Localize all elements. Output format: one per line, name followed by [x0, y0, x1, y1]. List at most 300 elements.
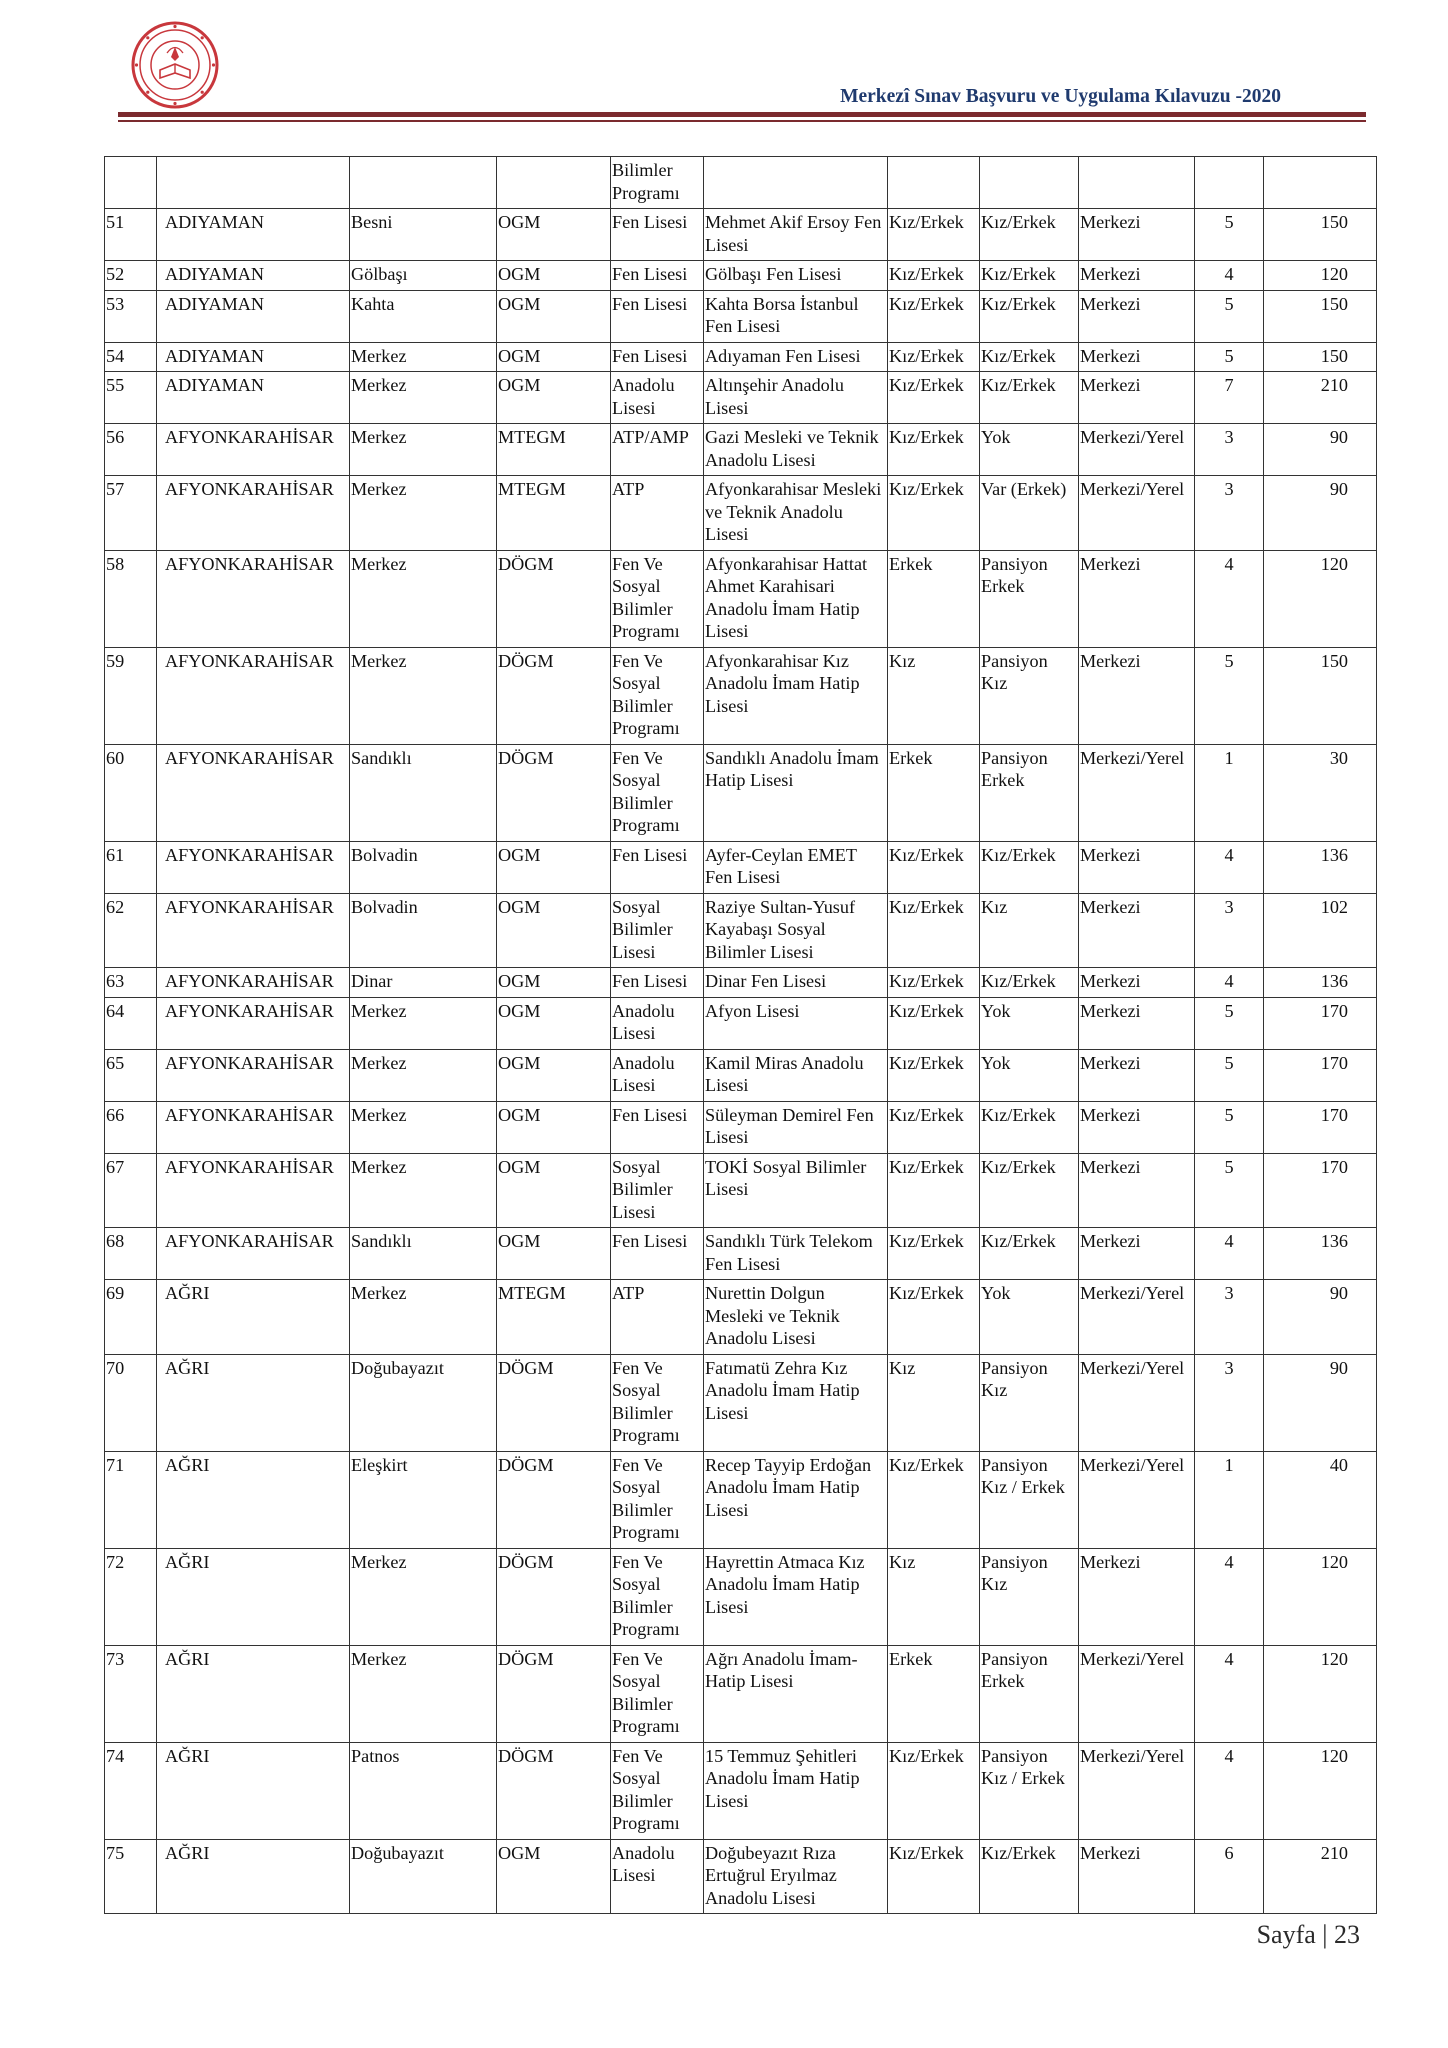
header-rule-thin	[118, 120, 1366, 122]
school-name-cell: Dinar Fen Lisesi	[704, 968, 888, 998]
district-cell: Merkez	[350, 1280, 497, 1355]
quota-cell: 30	[1264, 744, 1377, 841]
district-cell: Merkez	[350, 550, 497, 647]
gender-cell: Kız	[888, 1354, 980, 1451]
district-cell: Doğubayazıt	[350, 1354, 497, 1451]
row-number-cell: 61	[105, 841, 157, 893]
placement-cell: Merkezi	[1079, 290, 1195, 342]
quota-cell: 120	[1264, 261, 1377, 291]
school-name-cell: Afyonkarahisar Kız Anadolu İmam Hatip Lisesi	[704, 647, 888, 744]
row-number-cell: 51	[105, 209, 157, 261]
unit-cell: OGM	[497, 372, 611, 424]
district-cell: Dinar	[350, 968, 497, 998]
province-cell: AĞRI	[157, 1354, 350, 1451]
unit-cell: DÖGM	[497, 550, 611, 647]
school-type-cell: Anadolu Lisesi	[611, 997, 704, 1049]
school-type-cell: Fen Ve Sosyal Bilimler Programı	[611, 550, 704, 647]
class-count-cell: 6	[1195, 1839, 1264, 1914]
table-row	[105, 261, 1377, 291]
boarding-cell: Pansiyon Kız	[980, 647, 1079, 744]
placement-cell: Merkezi	[1079, 1153, 1195, 1228]
province-cell: AFYONKARAHİSAR	[157, 1153, 350, 1228]
table-row	[105, 968, 1377, 998]
boarding-cell: Pansiyon Kız	[980, 1354, 1079, 1451]
placement-cell: Merkezi	[1079, 647, 1195, 744]
page-number: Sayfa | 23	[1256, 1920, 1360, 1949]
placement-cell: Merkezi	[1079, 1049, 1195, 1101]
boarding-cell: Kız/Erkek	[980, 372, 1079, 424]
unit-cell: OGM	[497, 1228, 611, 1280]
class-count-cell: 3	[1195, 893, 1264, 968]
province-cell: AFYONKARAHİSAR	[157, 1101, 350, 1153]
school-type-cell: Anadolu Lisesi	[611, 372, 704, 424]
placement-cell: Merkezi	[1079, 1548, 1195, 1645]
table-row	[105, 1645, 1377, 1742]
quota-cell: 102	[1264, 893, 1377, 968]
unit-cell	[497, 157, 611, 209]
unit-cell: OGM	[497, 1101, 611, 1153]
province-cell	[157, 157, 350, 209]
table-row	[105, 1451, 1377, 1548]
province-cell: ADIYAMAN	[157, 342, 350, 372]
school-type-cell: ATP/AMP	[611, 424, 704, 476]
row-number-cell: 56	[105, 424, 157, 476]
table-row	[105, 841, 1377, 893]
school-type-cell: Fen Lisesi	[611, 1228, 704, 1280]
table-row	[105, 372, 1377, 424]
school-name-cell: Gölbaşı Fen Lisesi	[704, 261, 888, 291]
quota-cell: 136	[1264, 968, 1377, 998]
table-row	[105, 1101, 1377, 1153]
quota-cell: 120	[1264, 1548, 1377, 1645]
school-name-cell: Ağrı Anadolu İmam-Hatip Lisesi	[704, 1645, 888, 1742]
unit-cell: OGM	[497, 893, 611, 968]
province-cell: AFYONKARAHİSAR	[157, 997, 350, 1049]
school-type-cell: Fen Ve Sosyal Bilimler Programı	[611, 647, 704, 744]
placement-cell: Merkezi	[1079, 261, 1195, 291]
quota-cell: 150	[1264, 342, 1377, 372]
class-count-cell: 5	[1195, 647, 1264, 744]
gender-cell: Kız/Erkek	[888, 1742, 980, 1839]
gender-cell: Kız/Erkek	[888, 209, 980, 261]
district-cell: Bolvadin	[350, 893, 497, 968]
row-number-cell: 57	[105, 476, 157, 551]
school-type-cell: ATP	[611, 1280, 704, 1355]
row-number-cell: 68	[105, 1228, 157, 1280]
school-name-cell: Sandıklı Anadolu İmam Hatip Lisesi	[704, 744, 888, 841]
table-row	[105, 1354, 1377, 1451]
class-count-cell: 3	[1195, 476, 1264, 551]
row-number-cell: 73	[105, 1645, 157, 1742]
province-cell: AFYONKARAHİSAR	[157, 476, 350, 551]
gender-cell: Kız/Erkek	[888, 893, 980, 968]
province-cell: AFYONKARAHİSAR	[157, 1228, 350, 1280]
province-cell: AĞRI	[157, 1280, 350, 1355]
placement-cell: Merkezi	[1079, 997, 1195, 1049]
placement-cell: Merkezi	[1079, 893, 1195, 968]
district-cell: Merkez	[350, 997, 497, 1049]
boarding-cell: Pansiyon Erkek	[980, 744, 1079, 841]
school-name-cell: Hayrettin Atmaca Kız Anadolu İmam Hatip Lisesi	[704, 1548, 888, 1645]
row-number-cell: 52	[105, 261, 157, 291]
province-cell: AFYONKARAHİSAR	[157, 893, 350, 968]
school-type-cell: Fen Lisesi	[611, 841, 704, 893]
row-number-cell: 63	[105, 968, 157, 998]
table-row	[105, 1049, 1377, 1101]
row-number-cell: 67	[105, 1153, 157, 1228]
quota-cell: 210	[1264, 1839, 1377, 1914]
school-type-cell: Fen Ve Sosyal Bilimler Programı	[611, 1645, 704, 1742]
quota-cell: 136	[1264, 841, 1377, 893]
quota-cell: 90	[1264, 476, 1377, 551]
school-type-cell: Sosyal Bilimler Lisesi	[611, 893, 704, 968]
class-count-cell: 4	[1195, 1548, 1264, 1645]
district-cell	[350, 157, 497, 209]
school-name-cell	[704, 157, 888, 209]
province-cell: AFYONKARAHİSAR	[157, 968, 350, 998]
boarding-cell: Kız/Erkek	[980, 968, 1079, 998]
class-count-cell: 4	[1195, 1228, 1264, 1280]
table-row	[105, 1548, 1377, 1645]
boarding-cell: Yok	[980, 1280, 1079, 1355]
district-cell: Sandıklı	[350, 744, 497, 841]
boarding-cell: Kız/Erkek	[980, 1839, 1079, 1914]
quota-cell: 210	[1264, 372, 1377, 424]
table-row	[105, 342, 1377, 372]
row-number-cell: 65	[105, 1049, 157, 1101]
unit-cell: DÖGM	[497, 1451, 611, 1548]
boarding-cell: Kız/Erkek	[980, 342, 1079, 372]
unit-cell: OGM	[497, 1839, 611, 1914]
school-name-cell: Kamil Miras Anadolu Lisesi	[704, 1049, 888, 1101]
school-name-cell: Kahta Borsa İstanbul Fen Lisesi	[704, 290, 888, 342]
row-number-cell: 62	[105, 893, 157, 968]
placement-cell: Merkezi/Yerel	[1079, 476, 1195, 551]
gender-cell: Kız/Erkek	[888, 1049, 980, 1101]
row-number-cell: 58	[105, 550, 157, 647]
class-count-cell: 4	[1195, 1742, 1264, 1839]
school-type-cell: Fen Lisesi	[611, 209, 704, 261]
boarding-cell: Pansiyon Kız / Erkek	[980, 1451, 1079, 1548]
gender-cell: Erkek	[888, 550, 980, 647]
district-cell: Sandıklı	[350, 1228, 497, 1280]
district-cell: Merkez	[350, 647, 497, 744]
class-count-cell: 4	[1195, 550, 1264, 647]
boarding-cell: Kız	[980, 893, 1079, 968]
district-cell: Merkez	[350, 1101, 497, 1153]
district-cell: Gölbaşı	[350, 261, 497, 291]
table-row	[105, 997, 1377, 1049]
row-number-cell: 69	[105, 1280, 157, 1355]
placement-cell	[1079, 157, 1195, 209]
district-cell: Doğubayazıt	[350, 1839, 497, 1914]
school-name-cell: Afyonkarahisar Hattat Ahmet Karahisari Anadolu İmam Hatip Lisesi	[704, 550, 888, 647]
gender-cell: Kız/Erkek	[888, 372, 980, 424]
school-type-cell: Fen Lisesi	[611, 261, 704, 291]
province-cell: AĞRI	[157, 1645, 350, 1742]
boarding-cell: Pansiyon Kız / Erkek	[980, 1742, 1079, 1839]
row-number-cell: 59	[105, 647, 157, 744]
gender-cell: Kız/Erkek	[888, 997, 980, 1049]
table-row	[105, 893, 1377, 968]
boarding-cell: Yok	[980, 997, 1079, 1049]
placement-cell: Merkezi	[1079, 841, 1195, 893]
table-row	[105, 647, 1377, 744]
school-name-cell: TOKİ Sosyal Bilimler Lisesi	[704, 1153, 888, 1228]
school-type-cell: ATP	[611, 476, 704, 551]
quota-cell: 90	[1264, 1280, 1377, 1355]
province-cell: AĞRI	[157, 1742, 350, 1839]
boarding-cell	[980, 157, 1079, 209]
gender-cell: Erkek	[888, 744, 980, 841]
province-cell: AĞRI	[157, 1451, 350, 1548]
meb-seal-logo	[130, 20, 220, 110]
class-count-cell: 5	[1195, 290, 1264, 342]
table-row	[105, 1280, 1377, 1355]
placement-cell: Merkezi/Yerel	[1079, 1742, 1195, 1839]
district-cell: Merkez	[350, 1153, 497, 1228]
school-type-cell: Anadolu Lisesi	[611, 1839, 704, 1914]
table-row	[105, 476, 1377, 551]
school-type-cell: Fen Ve Sosyal Bilimler Programı	[611, 1451, 704, 1548]
school-name-cell: Nurettin Dolgun Mesleki ve Teknik Anadolu Lisesi	[704, 1280, 888, 1355]
boarding-cell: Kız/Erkek	[980, 1228, 1079, 1280]
placement-cell: Merkezi/Yerel	[1079, 424, 1195, 476]
class-count-cell: 4	[1195, 841, 1264, 893]
district-cell: Merkez	[350, 372, 497, 424]
unit-cell: OGM	[497, 290, 611, 342]
school-name-cell: Mehmet Akif Ersoy Fen Lisesi	[704, 209, 888, 261]
school-name-cell: Adıyaman Fen Lisesi	[704, 342, 888, 372]
province-cell: ADIYAMAN	[157, 372, 350, 424]
placement-cell: Merkezi/Yerel	[1079, 1645, 1195, 1742]
row-number-cell: 75	[105, 1839, 157, 1914]
header-rule	[118, 112, 1366, 117]
gender-cell: Kız	[888, 1548, 980, 1645]
school-name-cell: Sandıklı Türk Telekom Fen Lisesi	[704, 1228, 888, 1280]
province-cell: ADIYAMAN	[157, 209, 350, 261]
table-row	[105, 290, 1377, 342]
gender-cell: Kız/Erkek	[888, 290, 980, 342]
gender-cell: Kız/Erkek	[888, 476, 980, 551]
unit-cell: MTEGM	[497, 1280, 611, 1355]
gender-cell: Kız/Erkek	[888, 1280, 980, 1355]
school-name-cell: Raziye Sultan-Yusuf Kayabaşı Sosyal Bilimler Lisesi	[704, 893, 888, 968]
boarding-cell: Pansiyon Erkek	[980, 1645, 1079, 1742]
row-number-cell: 60	[105, 744, 157, 841]
gender-cell: Kız/Erkek	[888, 968, 980, 998]
gender-cell: Kız/Erkek	[888, 1839, 980, 1914]
unit-cell: MTEGM	[497, 476, 611, 551]
district-cell: Besni	[350, 209, 497, 261]
district-cell: Merkez	[350, 476, 497, 551]
school-type-cell: Sosyal Bilimler Lisesi	[611, 1153, 704, 1228]
quota-cell: 150	[1264, 647, 1377, 744]
gender-cell: Kız/Erkek	[888, 841, 980, 893]
unit-cell: DÖGM	[497, 647, 611, 744]
unit-cell: DÖGM	[497, 744, 611, 841]
class-count-cell: 4	[1195, 968, 1264, 998]
unit-cell: OGM	[497, 997, 611, 1049]
school-name-cell: Doğubeyazıt Rıza Ertuğrul Eryılmaz Anadolu Lisesi	[704, 1839, 888, 1914]
school-type-cell: Anadolu Lisesi	[611, 1049, 704, 1101]
boarding-cell: Kız/Erkek	[980, 1101, 1079, 1153]
quota-cell	[1264, 157, 1377, 209]
quota-cell: 120	[1264, 1645, 1377, 1742]
document-header-title: Merkezî Sınav Başvuru ve Uygulama Kılavuzu -2020	[840, 86, 1281, 107]
unit-cell: OGM	[497, 1153, 611, 1228]
school-name-cell: Afyon Lisesi	[704, 997, 888, 1049]
boarding-cell: Var (Erkek)	[980, 476, 1079, 551]
row-number-cell: 53	[105, 290, 157, 342]
unit-cell: OGM	[497, 968, 611, 998]
boarding-cell: Yok	[980, 424, 1079, 476]
table-row	[105, 1153, 1377, 1228]
province-cell: AĞRI	[157, 1548, 350, 1645]
class-count-cell: 3	[1195, 424, 1264, 476]
gender-cell: Kız/Erkek	[888, 342, 980, 372]
unit-cell: DÖGM	[497, 1742, 611, 1839]
quota-cell: 170	[1264, 1049, 1377, 1101]
placement-cell: Merkezi/Yerel	[1079, 1354, 1195, 1451]
quota-cell: 120	[1264, 1742, 1377, 1839]
placement-cell: Merkezi	[1079, 550, 1195, 647]
unit-cell: OGM	[497, 209, 611, 261]
province-cell: ADIYAMAN	[157, 290, 350, 342]
quota-cell: 120	[1264, 550, 1377, 647]
placement-cell: Merkezi/Yerel	[1079, 744, 1195, 841]
quota-cell: 136	[1264, 1228, 1377, 1280]
unit-cell: OGM	[497, 342, 611, 372]
school-name-cell: Altınşehir Anadolu Lisesi	[704, 372, 888, 424]
province-cell: AFYONKARAHİSAR	[157, 550, 350, 647]
placement-cell: Merkezi/Yerel	[1079, 1280, 1195, 1355]
row-number-cell: 54	[105, 342, 157, 372]
boarding-cell: Kız/Erkek	[980, 209, 1079, 261]
district-cell: Kahta	[350, 290, 497, 342]
school-name-cell: Recep Tayyip Erdoğan Anadolu İmam Hatip Lisesi	[704, 1451, 888, 1548]
row-number-cell: 71	[105, 1451, 157, 1548]
unit-cell: DÖGM	[497, 1354, 611, 1451]
quota-cell: 170	[1264, 1153, 1377, 1228]
quota-cell: 150	[1264, 209, 1377, 261]
row-number-cell: 74	[105, 1742, 157, 1839]
boarding-cell: Kız/Erkek	[980, 841, 1079, 893]
table-row	[105, 1228, 1377, 1280]
table-row-continuation	[105, 157, 1377, 209]
quota-cell: 150	[1264, 290, 1377, 342]
gender-cell: Erkek	[888, 1645, 980, 1742]
school-name-cell: Süleyman Demirel Fen Lisesi	[704, 1101, 888, 1153]
class-count-cell: 5	[1195, 1049, 1264, 1101]
unit-cell: DÖGM	[497, 1645, 611, 1742]
district-cell: Eleşkirt	[350, 1451, 497, 1548]
district-cell: Merkez	[350, 1645, 497, 1742]
province-cell: AĞRI	[157, 1839, 350, 1914]
district-cell: Patnos	[350, 1742, 497, 1839]
school-type-cell: Fen Ve Sosyal Bilimler Programı	[611, 1742, 704, 1839]
gender-cell: Kız	[888, 647, 980, 744]
placement-cell: Merkezi	[1079, 209, 1195, 261]
district-cell: Merkez	[350, 342, 497, 372]
table-row	[105, 1839, 1377, 1914]
gender-cell: Kız/Erkek	[888, 1101, 980, 1153]
school-type-cell: Fen Lisesi	[611, 1101, 704, 1153]
school-type-cell: Fen Ve Sosyal Bilimler Programı	[611, 1354, 704, 1451]
gender-cell: Kız/Erkek	[888, 1451, 980, 1548]
placement-cell: Merkezi	[1079, 1228, 1195, 1280]
school-name-cell: Afyonkarahisar Mesleki ve Teknik Anadolu Lisesi	[704, 476, 888, 551]
school-type-cell: Fen Ve Sosyal Bilimler Programı	[611, 744, 704, 841]
placement-cell: Merkezi	[1079, 1839, 1195, 1914]
quota-cell: 40	[1264, 1451, 1377, 1548]
table-row	[105, 1742, 1377, 1839]
class-count-cell: 5	[1195, 1101, 1264, 1153]
placement-cell: Merkezi	[1079, 372, 1195, 424]
district-cell: Merkez	[350, 1049, 497, 1101]
class-count-cell: 5	[1195, 342, 1264, 372]
quota-cell: 170	[1264, 1101, 1377, 1153]
school-type-cell: Fen Ve Sosyal Bilimler Programı	[611, 1548, 704, 1645]
row-number-cell: 70	[105, 1354, 157, 1451]
row-number-cell: 72	[105, 1548, 157, 1645]
class-count-cell: 1	[1195, 1451, 1264, 1548]
province-cell: AFYONKARAHİSAR	[157, 424, 350, 476]
class-count-cell: 1	[1195, 744, 1264, 841]
school-type-cell: Bilimler Programı	[611, 157, 704, 209]
quota-cell: 90	[1264, 424, 1377, 476]
gender-cell: Kız/Erkek	[888, 1228, 980, 1280]
class-count-cell	[1195, 157, 1264, 209]
class-count-cell: 7	[1195, 372, 1264, 424]
boarding-cell: Kız/Erkek	[980, 261, 1079, 291]
row-number-cell	[105, 157, 157, 209]
row-number-cell: 66	[105, 1101, 157, 1153]
unit-cell: OGM	[497, 1049, 611, 1101]
province-cell: ADIYAMAN	[157, 261, 350, 291]
class-count-cell: 4	[1195, 261, 1264, 291]
gender-cell: Kız/Erkek	[888, 1153, 980, 1228]
school-type-cell: Fen Lisesi	[611, 342, 704, 372]
school-type-cell: Fen Lisesi	[611, 290, 704, 342]
class-count-cell: 4	[1195, 1645, 1264, 1742]
province-cell: AFYONKARAHİSAR	[157, 647, 350, 744]
quota-cell: 90	[1264, 1354, 1377, 1451]
class-count-cell: 5	[1195, 997, 1264, 1049]
gender-cell: Kız/Erkek	[888, 424, 980, 476]
boarding-cell: Pansiyon Erkek	[980, 550, 1079, 647]
class-count-cell: 3	[1195, 1354, 1264, 1451]
placement-cell: Merkezi	[1079, 968, 1195, 998]
province-cell: AFYONKARAHİSAR	[157, 744, 350, 841]
gender-cell	[888, 157, 980, 209]
school-name-cell: 15 Temmuz Şehitleri Anadolu İmam Hatip Lisesi	[704, 1742, 888, 1839]
unit-cell: DÖGM	[497, 1548, 611, 1645]
boarding-cell: Yok	[980, 1049, 1079, 1101]
class-count-cell: 3	[1195, 1280, 1264, 1355]
unit-cell: MTEGM	[497, 424, 611, 476]
table-row	[105, 744, 1377, 841]
unit-cell: OGM	[497, 261, 611, 291]
table-row	[105, 424, 1377, 476]
class-count-cell: 5	[1195, 1153, 1264, 1228]
placement-cell: Merkezi	[1079, 1101, 1195, 1153]
table-row	[105, 209, 1377, 261]
district-cell: Bolvadin	[350, 841, 497, 893]
boarding-cell: Kız/Erkek	[980, 1153, 1079, 1228]
school-type-cell: Fen Lisesi	[611, 968, 704, 998]
district-cell: Merkez	[350, 424, 497, 476]
